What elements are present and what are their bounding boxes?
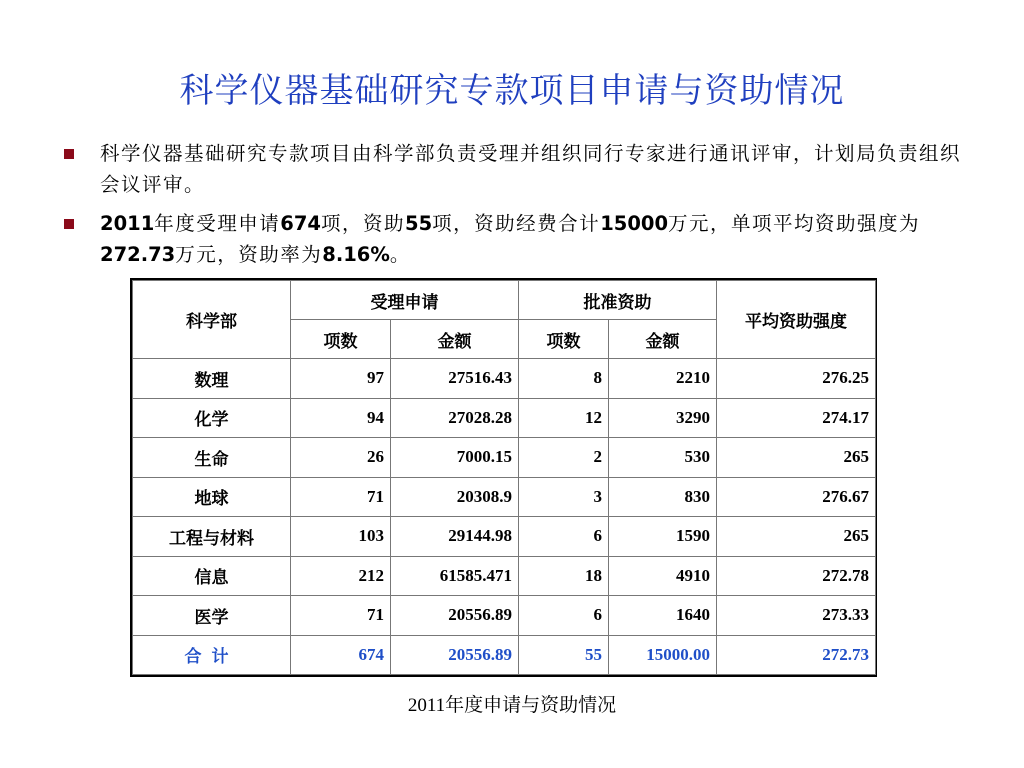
cell-approved-amount: 530 <box>609 438 717 478</box>
grant-table-frame <box>130 278 877 677</box>
cell-approved-amount: 2210 <box>609 359 717 399</box>
cell-average: 265 <box>717 517 876 557</box>
header-row-1 <box>133 281 876 320</box>
cell-received-amount: 61585.471 <box>391 556 519 596</box>
cell-dept: 数理 <box>133 359 291 399</box>
bullet-text-segment: 项，资助经费合计 <box>432 212 601 235</box>
cell-received-amount: 27028.28 <box>391 398 519 438</box>
bullet-total-funding: 15000 <box>600 212 669 235</box>
cell-approved-count: 3 <box>519 477 609 517</box>
cell-dept: 生命 <box>133 438 291 478</box>
cell-approved-amount: 4910 <box>609 556 717 596</box>
header-average: 平均资助强度 <box>717 281 876 359</box>
table-total-row <box>133 635 876 675</box>
cell-average: 276.25 <box>717 359 876 399</box>
bullet-item-1 <box>62 138 962 200</box>
header-approved-count: 项数 <box>519 320 609 359</box>
table-row <box>133 359 876 399</box>
bullet-text-segment: 万元，资助率为 <box>175 243 323 266</box>
cell-approved-amount: 3290 <box>609 398 717 438</box>
cell-dept: 工程与材料 <box>133 517 291 557</box>
table-body <box>133 359 876 675</box>
cell-approved-amount: 1640 <box>609 596 717 636</box>
slide-title: 科学仪器基础研究专款项目申请与资助情况 <box>179 71 845 111</box>
cell-received-count: 71 <box>291 477 391 517</box>
bullet-text-2 <box>100 208 962 270</box>
header-approved: 批准资助 <box>519 281 717 320</box>
cell-approved-count: 12 <box>519 398 609 438</box>
header-approved-amount: 金额 <box>609 320 717 359</box>
cell-average: 273.33 <box>717 596 876 636</box>
header-received-count: 项数 <box>291 320 391 359</box>
bullet-marker-icon <box>64 149 74 159</box>
cell-received-amount: 27516.43 <box>391 359 519 399</box>
cell-dept: 化学 <box>133 398 291 438</box>
cell-approved-amount: 830 <box>609 477 717 517</box>
bullet-text-segment: 万元，单项平均资助强度为 <box>668 212 921 235</box>
cell-average: 276.67 <box>717 477 876 517</box>
bullet-funding-rate: 8.16% <box>322 243 390 266</box>
table-row <box>133 517 876 557</box>
cell-approved-count: 8 <box>519 359 609 399</box>
cell-dept: 医学 <box>133 596 291 636</box>
bullet-received-count: 674 <box>280 212 322 235</box>
cell-received-count: 103 <box>291 517 391 557</box>
cell-total-approved-count: 55 <box>519 635 609 675</box>
cell-received-count: 94 <box>291 398 391 438</box>
cell-total-approved-amount: 15000.00 <box>609 635 717 675</box>
header-received-amount: 金额 <box>391 320 519 359</box>
bullet-year: 2011 <box>100 212 155 235</box>
cell-average: 265 <box>717 438 876 478</box>
cell-approved-count: 18 <box>519 556 609 596</box>
table-row <box>133 596 876 636</box>
cell-total-average: 272.73 <box>717 635 876 675</box>
cell-approved-amount: 1590 <box>609 517 717 557</box>
cell-received-count: 97 <box>291 359 391 399</box>
table-caption: 2011年度申请与资助情况 <box>407 695 617 716</box>
cell-received-count: 212 <box>291 556 391 596</box>
cell-approved-count: 6 <box>519 517 609 557</box>
cell-dept: 信息 <box>133 556 291 596</box>
bullet-text-segment: 年度受理申请 <box>154 212 281 235</box>
bullet-marker-icon <box>64 219 74 229</box>
cell-average: 272.78 <box>717 556 876 596</box>
cell-received-amount: 20308.9 <box>391 477 519 517</box>
bullet-list <box>62 138 962 278</box>
table-row <box>133 477 876 517</box>
cell-total-label: 合计 <box>133 635 291 675</box>
cell-total-received-count: 674 <box>291 635 391 675</box>
cell-approved-count: 2 <box>519 438 609 478</box>
bullet-text-segment: 项，资助 <box>321 212 406 235</box>
bullet-item-2 <box>62 208 962 270</box>
table-row <box>133 398 876 438</box>
grant-table <box>132 280 876 675</box>
table-row <box>133 438 876 478</box>
table-row <box>133 556 876 596</box>
cell-received-count: 71 <box>291 596 391 636</box>
cell-received-amount: 29144.98 <box>391 517 519 557</box>
cell-average: 274.17 <box>717 398 876 438</box>
table-header <box>133 281 876 359</box>
cell-received-amount: 20556.89 <box>391 596 519 636</box>
cell-received-amount: 7000.15 <box>391 438 519 478</box>
header-received: 受理申请 <box>291 281 519 320</box>
bullet-funded-count: 55 <box>405 212 433 235</box>
bullet-average-intensity: 272.73 <box>100 243 176 266</box>
cell-approved-count: 6 <box>519 596 609 636</box>
cell-received-count: 26 <box>291 438 391 478</box>
cell-total-received-amount: 20556.89 <box>391 635 519 675</box>
bullet-text-segment: 。 <box>389 243 411 266</box>
bullet-text-1: 科学仪器基础研究专款项目由科学部负责受理并组织同行专家进行通讯评审，计划局负责组织会议评审。 <box>100 142 962 196</box>
cell-dept: 地球 <box>133 477 291 517</box>
header-dept: 科学部 <box>133 281 291 359</box>
